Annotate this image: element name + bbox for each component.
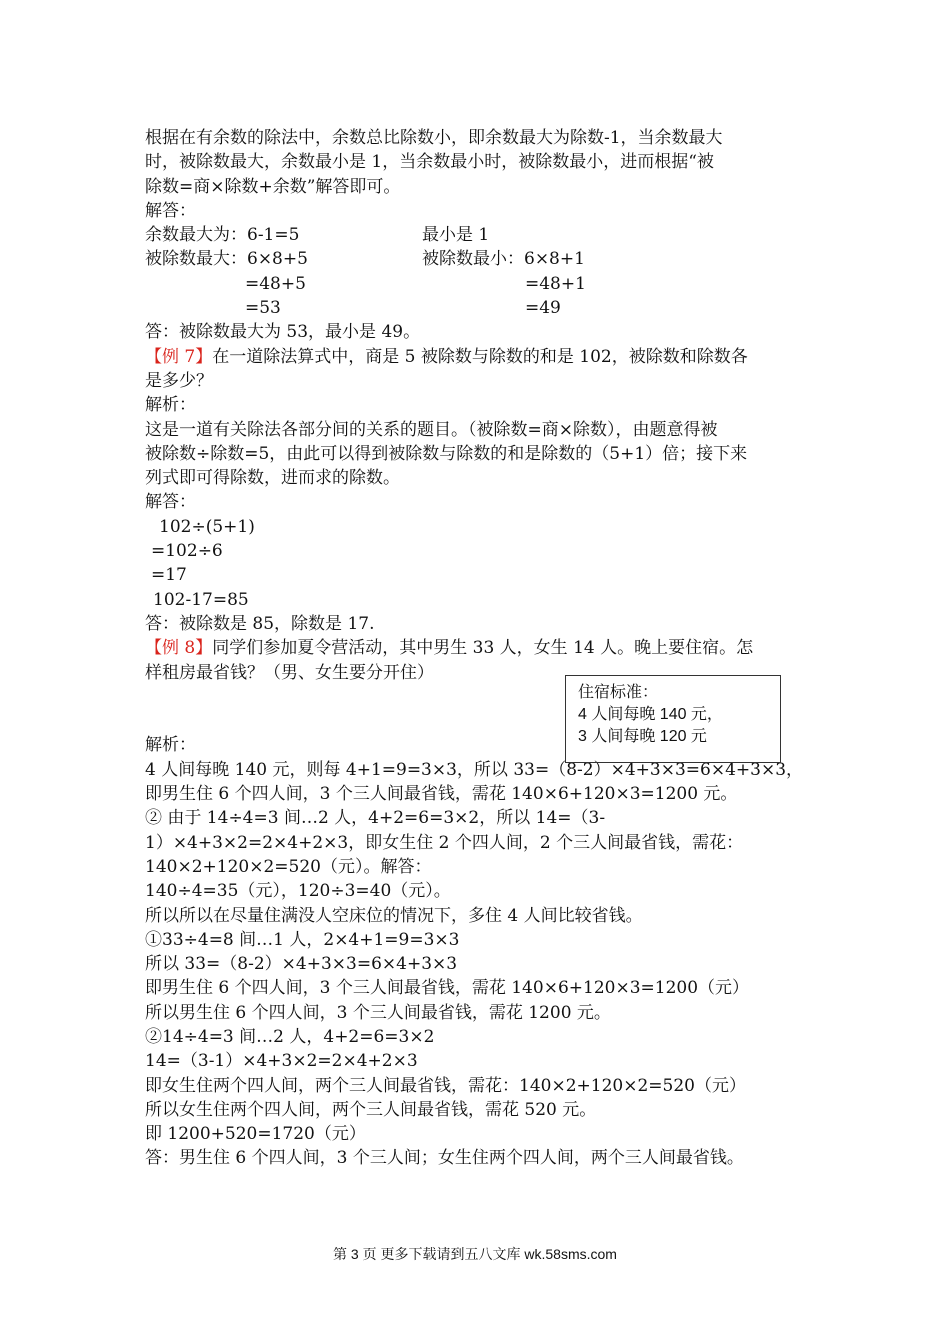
analysis-line: 即 1200+520=1720（元）	[145, 1124, 366, 1145]
analysis-line: 1）×4+3×2=2×4+2×3，即女生住 2 个四人间，2 个三人间最省钱，需花：	[145, 832, 744, 853]
answer-text: 答：被除数是 85，除数是 17.	[145, 613, 375, 634]
analysis-line: 14=（3-1）×4+3×2=2×4+2×3	[145, 1051, 418, 1072]
answer-text: 答：被除数最大为 53，最小是 49。	[145, 322, 421, 343]
box-line: 4 人间每晚 140 元，	[578, 706, 723, 723]
calc-left: 被除数最大：6×8+5	[145, 249, 308, 270]
lodging-standard-box	[565, 675, 781, 763]
step-line: =102÷6	[151, 541, 223, 562]
step-line: =17	[151, 565, 187, 586]
question-text: 在一道除法算式中，商是 5 被除数与除数的和是 102，被除数和除数各	[212, 346, 748, 367]
analysis-line: 即男生住 6 个四人间，3 个三人间最省钱，需花 140×6+120×3=1200 元。	[145, 784, 738, 805]
analysis-line: 所以男生住 6 个四人间，3 个三人间最省钱，需花 1200 元。	[145, 1002, 611, 1023]
calc-left: =53	[245, 298, 281, 319]
calc-row	[145, 247, 810, 271]
analysis-line: 140×2+120×2=520（元）。解答：	[145, 856, 432, 877]
analysis-line: 即男生住 6 个四人间，3 个三人间最省钱，需花 140×6+120×3=1200（元）	[145, 978, 750, 999]
calc-left: =48+5	[245, 273, 306, 294]
intro-line: 除数=商×除数+余数”解答即可。	[145, 176, 401, 197]
answer-text: 答：男生住 6 个四人间，3 个三人间；女生住两个四人间，两个三人间最省钱。	[145, 1148, 744, 1169]
step-line: 102-17=85	[153, 589, 249, 610]
box-line: 3 人间每晚 120 元	[578, 728, 707, 745]
analysis-line: 列式即可得除数，进而求的除数。	[145, 468, 400, 489]
analysis-line: ② 由于 14÷4=3 间…2 人，4+2=6=3×2，所以 14=（3-	[145, 808, 606, 829]
analysis-line: 这是一道有关除法各部分间的关系的题目。（被除数=商×除数），由题意得被	[145, 419, 718, 440]
calc-right: =49	[525, 298, 561, 319]
example-tag: 【例 8】	[145, 638, 213, 659]
question-text: 同学们参加夏令营活动，其中男生 33 人，女生 14 人。晚上要住宿。怎	[212, 638, 754, 659]
step-line: 102÷(5+1)	[159, 516, 255, 537]
question-text: 是多少？	[145, 370, 213, 391]
question-text: 样租房最省钱？（男、女生要分开住）	[145, 662, 434, 683]
analysis-line: 140÷4=35（元），120÷3=40（元）。	[145, 881, 451, 902]
analysis-line: 被除数÷除数=5，由此可以得到被除数与除数的和是除数的（5+1）倍；接下来	[145, 443, 748, 464]
analysis-line: 所以 33=（8-2）×4+3×3=6×4+3×3	[145, 954, 458, 975]
example-8-question	[145, 636, 810, 660]
calc-right: =48+1	[525, 273, 586, 294]
calc-row	[145, 296, 810, 320]
analysis-line: 所以所以在尽量住满没人空床位的情况下，多住 4 人间比较省钱。	[145, 905, 643, 926]
analysis-line: 即女生住两个四人间，两个三人间最省钱，需花：140×2+120×2=520（元）	[145, 1075, 746, 1096]
analysis-line: 4 人间每晚 140 元，则每 4+1=9=3×3，所以 33=（8-2）×4+3×3=6×4+3×3，	[145, 759, 804, 780]
intro-line: 时，被除数最大，余数最小是 1，当余数最小时，被除数最小，进而根据“被	[145, 152, 714, 173]
page-footer: 第 3 页 更多下载请到五八文库 wk.58sms.com	[333, 1246, 617, 1262]
analysis-line: 所以女生住两个四人间，两个三人间最省钱，需花 520 元。	[145, 1099, 597, 1120]
intro-line: 根据在有余数的除法中，余数总比除数小，即余数最大为除数-1，当余数最大	[145, 128, 723, 148]
analysis-label: 解析：	[145, 735, 196, 756]
calc-right: 被除数最小：6×8+1	[422, 249, 585, 270]
calc-left: 余数最大为：6-1=5	[145, 225, 300, 246]
page-content	[145, 126, 810, 1171]
analysis-label: 解析：	[145, 395, 196, 416]
answer-label: 解答：	[145, 200, 196, 221]
answer-label: 解答：	[145, 492, 196, 513]
calc-row	[145, 272, 810, 296]
example-tag: 【例 7】	[145, 346, 213, 367]
analysis-line: ①33÷4=8 间…1 人，2×4+1=9=3×3	[145, 929, 460, 950]
example-7-question	[145, 345, 810, 369]
calc-row	[145, 223, 810, 247]
box-line: 住宿标准：	[578, 684, 659, 701]
analysis-line: ②14÷4=3 间…2 人，4+2=6=3×2	[145, 1026, 435, 1047]
calc-right: 最小是 1	[422, 225, 490, 246]
